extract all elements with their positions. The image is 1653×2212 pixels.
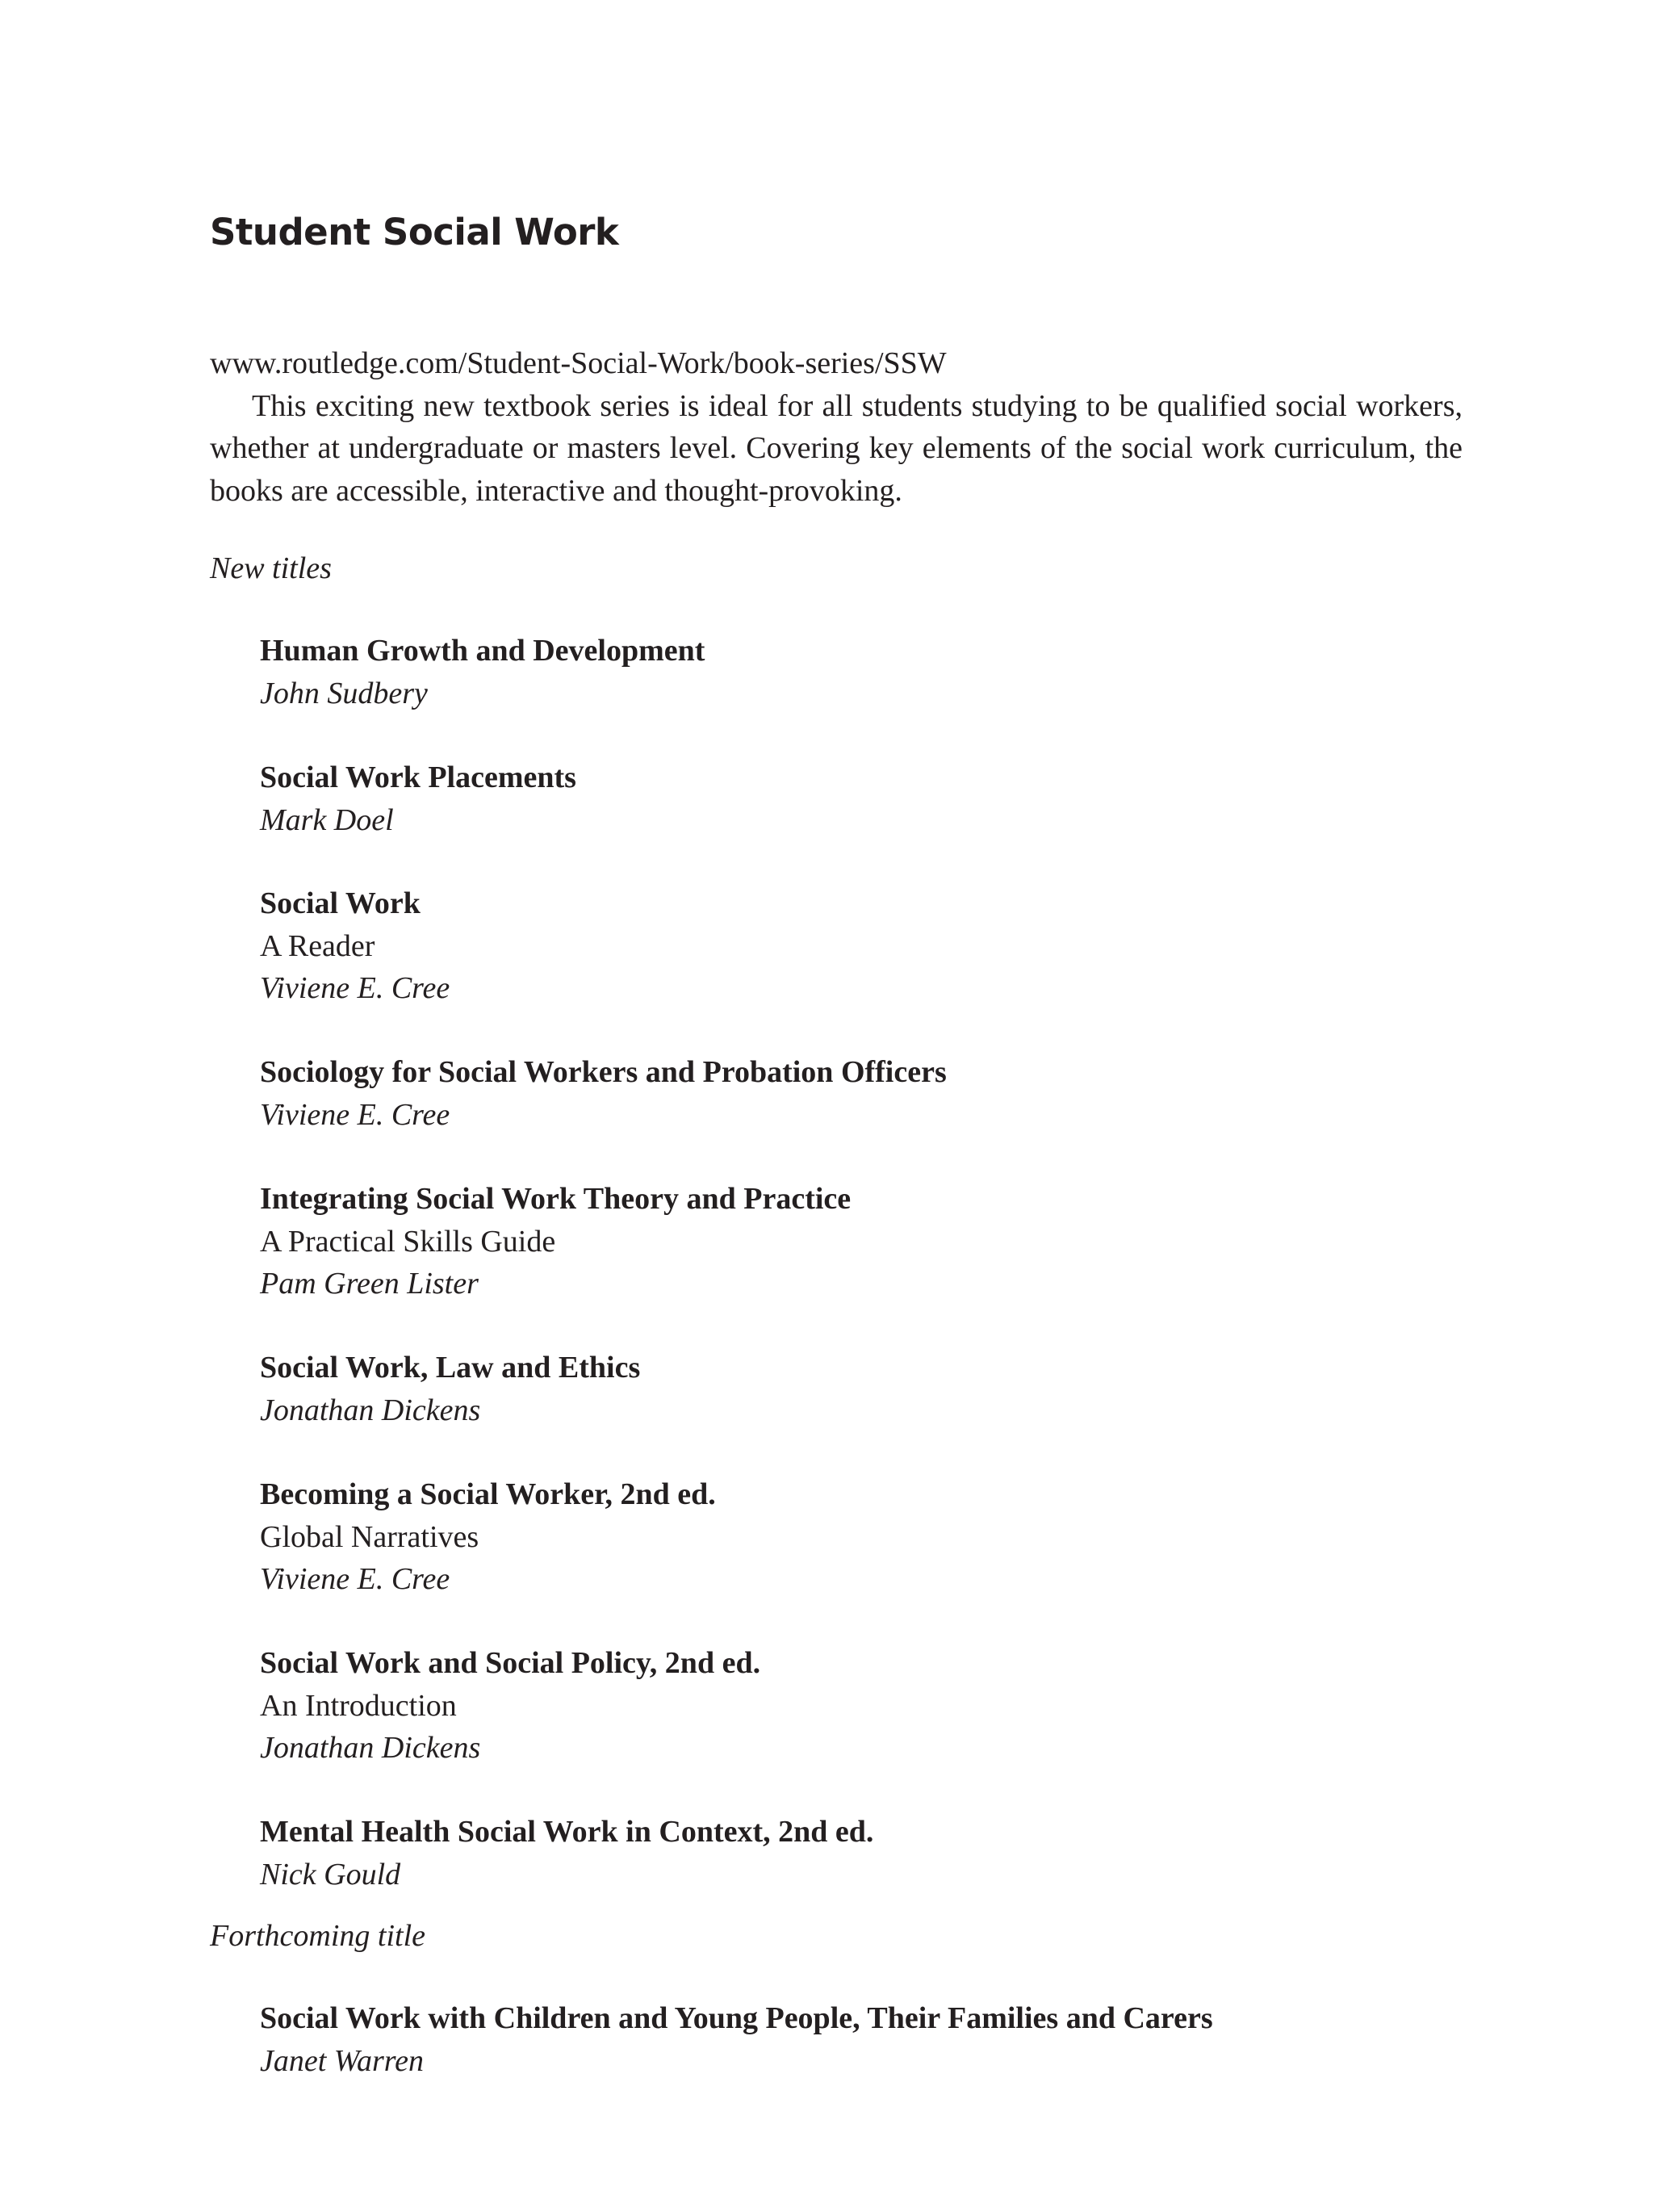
book-author: Viviene E. Cree [260, 971, 450, 1005]
book-entry [260, 1051, 1471, 1136]
book-entry [260, 1642, 1471, 1770]
book-entry [260, 1347, 1471, 1431]
book-entry [260, 630, 1471, 714]
book-title: Mental Health Social Work in Context, 2nd ed. [260, 1815, 874, 1849]
book-title: Social Work and Social Policy, 2nd ed. [260, 1646, 761, 1680]
book-entry [260, 1178, 1471, 1305]
book-title: Sociology for Social Workers and Probation Officers [260, 1055, 947, 1089]
book-entry [260, 882, 1471, 1010]
series-intro [210, 342, 1463, 512]
book-entry [260, 1997, 1471, 2082]
book-author: Nick Gould [260, 1857, 401, 1892]
book-title: Social Work Placements [260, 760, 576, 794]
series-url: www.routledge.com/Student-Social-Work/book-series/SSW [210, 346, 947, 380]
book-author: Jonathan Dickens [260, 1731, 481, 1765]
book-title: Integrating Social Work Theory and Practice [260, 1182, 852, 1216]
book-author: Viviene E. Cree [260, 1097, 450, 1132]
book-title: Human Growth and Development [260, 634, 705, 668]
book-entry [260, 1811, 1471, 1896]
book-author: Viviene E. Cree [260, 1562, 450, 1596]
book-author: Janet Warren [260, 2043, 424, 2078]
book-subtitle: Global Narratives [260, 1519, 479, 1554]
book-entry [260, 756, 1471, 841]
book-entry [260, 1473, 1471, 1601]
book-title: Social Work [260, 886, 421, 920]
book-author: Pam Green Lister [260, 1267, 479, 1301]
book-subtitle: A Reader [260, 928, 375, 963]
book-author: Jonathan Dickens [260, 1393, 481, 1427]
series-description: This exciting new textbook series is ideal for all students studying to be qualified social workers, whether at undergraduate or masters level. Covering key elements of the social work curriculum, the books are accessible, interactive and thought-provoking. [210, 388, 1463, 508]
book-title: Social Work, Law and Ethics [260, 1351, 641, 1385]
new-titles-label: New titles [210, 551, 332, 585]
book-title: Social Work with Children and Young People, Their Families and Carers [260, 2001, 1213, 2035]
series-title: Student Social Work [210, 211, 619, 253]
forthcoming-label: Forthcoming title [210, 1919, 426, 1953]
book-subtitle: An Introduction [260, 1688, 457, 1723]
book-title: Becoming a Social Worker, 2nd ed. [260, 1477, 716, 1511]
book-subtitle: A Practical Skills Guide [260, 1224, 556, 1259]
book-author: John Sudbery [260, 676, 428, 710]
book-author: Mark Doel [260, 802, 394, 837]
